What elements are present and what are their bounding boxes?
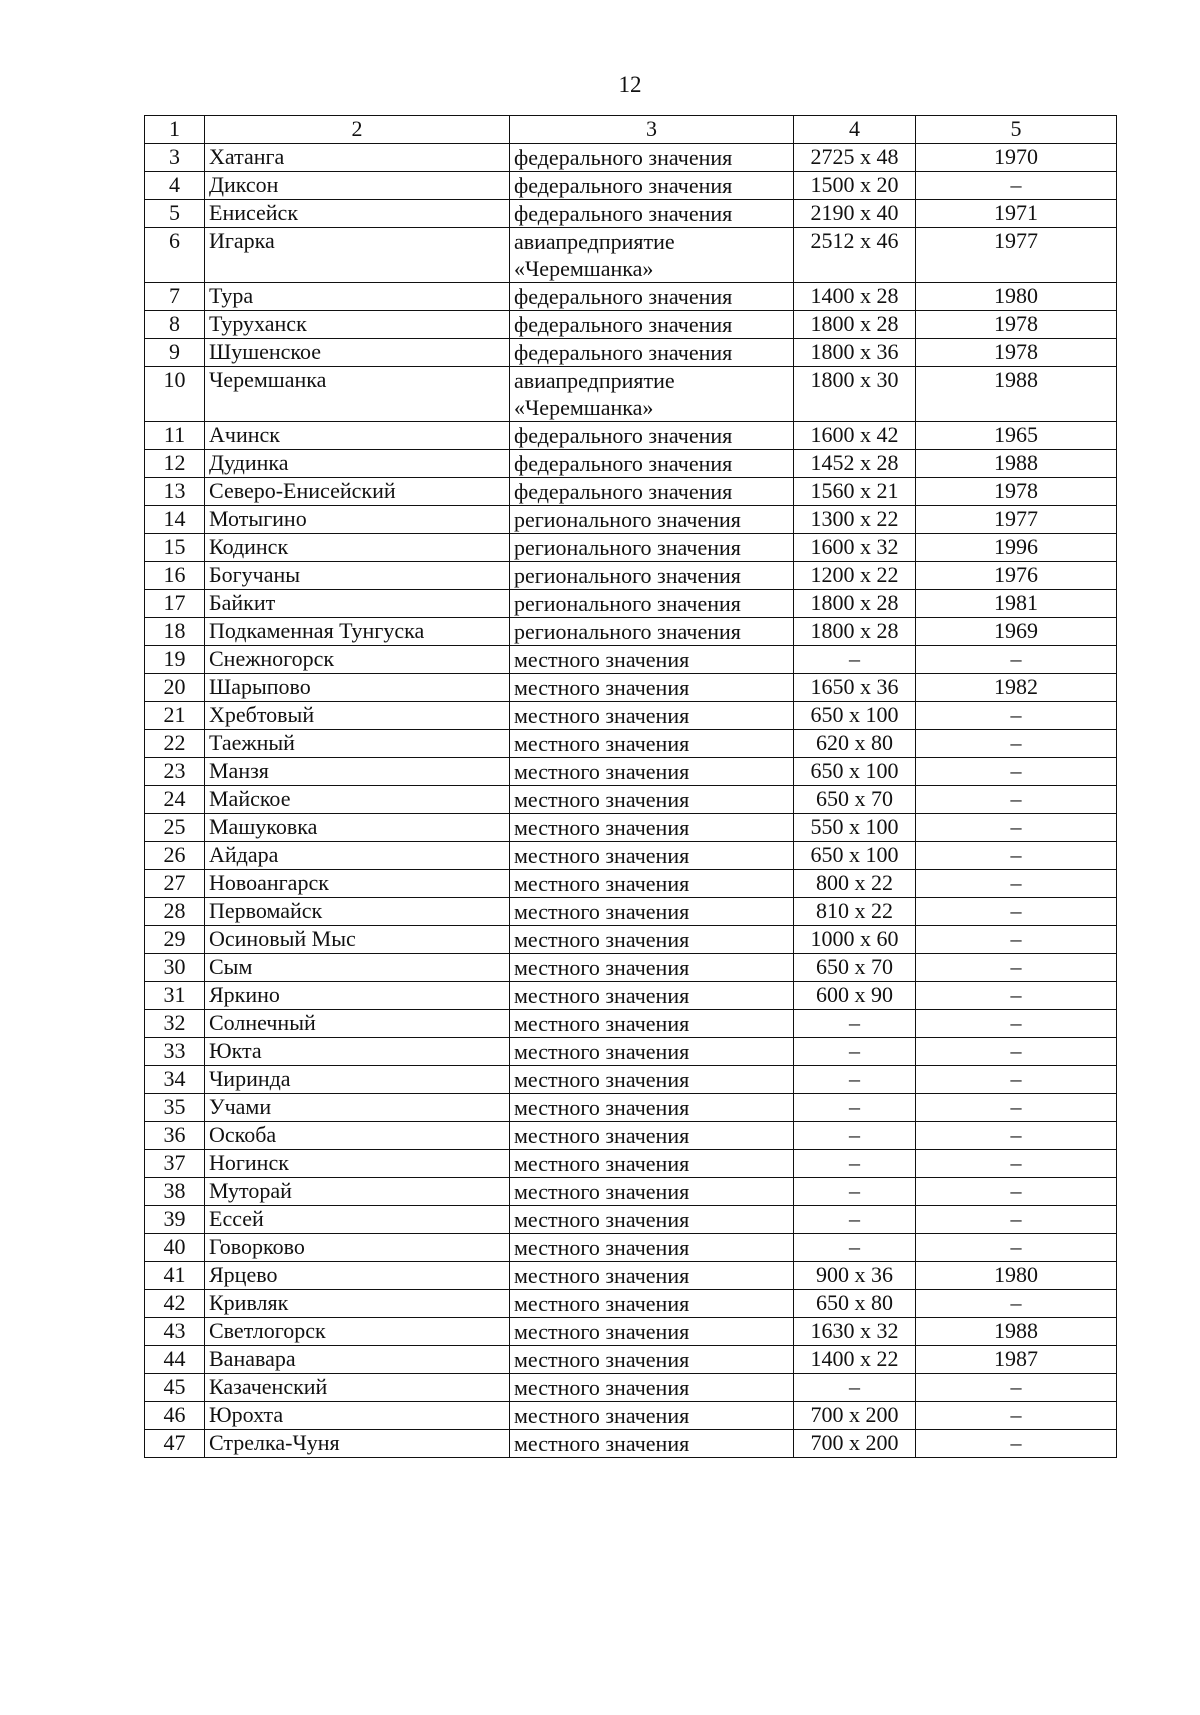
airfield-class-cell: местного значения [510, 814, 794, 842]
year-cell: 1988 [916, 367, 1117, 422]
table-row [145, 1206, 1117, 1234]
year-cell: 1978 [916, 339, 1117, 367]
airfield-class-cell: местного значения [510, 1234, 794, 1262]
row-number-cell: 20 [145, 674, 205, 702]
airfield-class-cell: местного значения [510, 1150, 794, 1178]
row-number-cell: 47 [145, 1430, 205, 1458]
table-row [145, 842, 1117, 870]
runway-size-cell: 650 x 100 [794, 702, 916, 730]
settlement-name-cell: Хребтовый [205, 702, 510, 730]
table-row [145, 367, 1117, 422]
airfield-class-cell: местного значения [510, 1262, 794, 1290]
airfield-class-cell: федерального значения [510, 283, 794, 311]
airfield-class-cell: местного значения [510, 870, 794, 898]
year-cell: – [916, 646, 1117, 674]
settlement-name-cell: Туруханск [205, 311, 510, 339]
table-row [145, 1318, 1117, 1346]
airfield-class-cell: местного значения [510, 786, 794, 814]
row-number-cell: 7 [145, 283, 205, 311]
row-number-cell: 45 [145, 1374, 205, 1402]
row-number-cell: 3 [145, 144, 205, 172]
table-row [145, 1066, 1117, 1094]
year-cell: – [916, 786, 1117, 814]
settlement-name-cell: Айдара [205, 842, 510, 870]
settlement-name-cell: Северо-Енисейский [205, 478, 510, 506]
runway-size-cell: – [794, 1206, 916, 1234]
table-row [145, 172, 1117, 200]
settlement-name-cell: Чиринда [205, 1066, 510, 1094]
runway-size-cell: – [794, 1066, 916, 1094]
settlement-name-cell: Муторай [205, 1178, 510, 1206]
row-number-cell: 15 [145, 534, 205, 562]
runway-size-cell: 1400 x 28 [794, 283, 916, 311]
airfield-class-cell: местного значения [510, 842, 794, 870]
runway-size-cell: – [794, 646, 916, 674]
table-row [145, 590, 1117, 618]
row-number-cell: 27 [145, 870, 205, 898]
year-cell: – [916, 982, 1117, 1010]
row-number-cell: 19 [145, 646, 205, 674]
airfield-class-cell: местного значения [510, 1094, 794, 1122]
year-cell: 1970 [916, 144, 1117, 172]
row-number-cell: 12 [145, 450, 205, 478]
table-row [145, 1178, 1117, 1206]
settlement-name-cell: Новоангарск [205, 870, 510, 898]
row-number-cell: 4 [145, 172, 205, 200]
year-cell: – [916, 870, 1117, 898]
table-row [145, 646, 1117, 674]
airfield-class-cell: регионального значения [510, 562, 794, 590]
table-row [145, 1234, 1117, 1262]
settlement-name-cell: Енисейск [205, 200, 510, 228]
year-cell: – [916, 758, 1117, 786]
table-row [145, 1038, 1117, 1066]
table-row [145, 870, 1117, 898]
runway-size-cell: 1560 x 21 [794, 478, 916, 506]
year-cell: – [916, 954, 1117, 982]
year-cell: – [916, 1430, 1117, 1458]
settlement-name-cell: Тура [205, 283, 510, 311]
table-row [145, 450, 1117, 478]
row-number-cell: 5 [145, 200, 205, 228]
row-number-cell: 13 [145, 478, 205, 506]
year-cell: – [916, 1178, 1117, 1206]
table-header-row [145, 116, 1117, 144]
runway-size-cell: 700 x 200 [794, 1430, 916, 1458]
year-cell: 1980 [916, 1262, 1117, 1290]
table-row [145, 228, 1117, 283]
settlement-name-cell: Ногинск [205, 1150, 510, 1178]
runway-size-cell: – [794, 1010, 916, 1038]
year-cell: – [916, 1010, 1117, 1038]
airfield-class-cell: федерального значения [510, 172, 794, 200]
airfield-class-cell: местного значения [510, 1430, 794, 1458]
settlement-name-cell: Первомайск [205, 898, 510, 926]
row-number-cell: 18 [145, 618, 205, 646]
year-cell: – [916, 898, 1117, 926]
header-cell-3: 3 [510, 116, 794, 144]
row-number-cell: 23 [145, 758, 205, 786]
settlement-name-cell: Кодинск [205, 534, 510, 562]
runway-size-cell: 2725 x 48 [794, 144, 916, 172]
row-number-cell: 25 [145, 814, 205, 842]
settlement-name-cell: Машуковка [205, 814, 510, 842]
year-cell: – [916, 1066, 1117, 1094]
runway-size-cell: 900 x 36 [794, 1262, 916, 1290]
airfield-class-cell: местного значения [510, 646, 794, 674]
row-number-cell: 16 [145, 562, 205, 590]
runway-size-cell: 1600 x 32 [794, 534, 916, 562]
runway-size-cell: – [794, 1038, 916, 1066]
row-number-cell: 17 [145, 590, 205, 618]
row-number-cell: 28 [145, 898, 205, 926]
table-row [145, 1402, 1117, 1430]
runway-size-cell: 800 x 22 [794, 870, 916, 898]
year-cell: 1977 [916, 506, 1117, 534]
table-row [145, 898, 1117, 926]
airfield-class-cell: местного значения [510, 982, 794, 1010]
airfield-class-cell: регионального значения [510, 618, 794, 646]
year-cell: – [916, 1150, 1117, 1178]
settlement-name-cell: Мотыгино [205, 506, 510, 534]
settlement-name-cell: Казаченский [205, 1374, 510, 1402]
runway-size-cell: – [794, 1150, 916, 1178]
settlement-name-cell: Оскоба [205, 1122, 510, 1150]
table-row [145, 339, 1117, 367]
airfield-class-cell: местного значения [510, 1010, 794, 1038]
year-cell: 1988 [916, 450, 1117, 478]
runway-size-cell: 1650 x 36 [794, 674, 916, 702]
settlement-name-cell: Шарыпово [205, 674, 510, 702]
row-number-cell: 29 [145, 926, 205, 954]
row-number-cell: 9 [145, 339, 205, 367]
table-row [145, 814, 1117, 842]
settlement-name-cell: Юкта [205, 1038, 510, 1066]
row-number-cell: 38 [145, 1178, 205, 1206]
row-number-cell: 35 [145, 1094, 205, 1122]
row-number-cell: 26 [145, 842, 205, 870]
year-cell: 1980 [916, 283, 1117, 311]
airfield-class-cell: местного значения [510, 702, 794, 730]
airfield-class-cell: федерального значения [510, 422, 794, 450]
table-row [145, 1262, 1117, 1290]
table-row [145, 311, 1117, 339]
airfield-class-cell: федерального значения [510, 200, 794, 228]
settlement-name-cell: Ярцево [205, 1262, 510, 1290]
year-cell: 1996 [916, 534, 1117, 562]
year-cell: – [916, 702, 1117, 730]
row-number-cell: 46 [145, 1402, 205, 1430]
settlement-name-cell: Яркино [205, 982, 510, 1010]
year-cell: – [916, 926, 1117, 954]
table-row [145, 534, 1117, 562]
row-number-cell: 21 [145, 702, 205, 730]
year-cell: 1976 [916, 562, 1117, 590]
header-cell-4: 4 [794, 116, 916, 144]
settlement-name-cell: Хатанга [205, 144, 510, 172]
row-number-cell: 14 [145, 506, 205, 534]
row-number-cell: 30 [145, 954, 205, 982]
year-cell: – [916, 730, 1117, 758]
runway-size-cell: 1800 x 30 [794, 367, 916, 422]
runway-size-cell: 1000 x 60 [794, 926, 916, 954]
airfield-class-cell: местного значения [510, 674, 794, 702]
airfield-table-container [144, 115, 1117, 1458]
settlement-name-cell: Таежный [205, 730, 510, 758]
settlement-name-cell: Диксон [205, 172, 510, 200]
year-cell: – [916, 1402, 1117, 1430]
header-cell-1: 1 [145, 116, 205, 144]
airfield-class-cell: федерального значения [510, 478, 794, 506]
table-row [145, 954, 1117, 982]
table-row [145, 1150, 1117, 1178]
year-cell: 1978 [916, 311, 1117, 339]
runway-size-cell: 810 x 22 [794, 898, 916, 926]
settlement-name-cell: Манзя [205, 758, 510, 786]
airfield-class-cell: местного значения [510, 1318, 794, 1346]
settlement-name-cell: Байкит [205, 590, 510, 618]
table-row [145, 618, 1117, 646]
airfield-class-cell: местного значения [510, 1374, 794, 1402]
airfield-class-cell: местного значения [510, 1346, 794, 1374]
row-number-cell: 39 [145, 1206, 205, 1234]
table-row [145, 478, 1117, 506]
runway-size-cell: 1800 x 28 [794, 618, 916, 646]
runway-size-cell: 1452 x 28 [794, 450, 916, 478]
runway-size-cell: – [794, 1234, 916, 1262]
year-cell: – [916, 1234, 1117, 1262]
table-row [145, 144, 1117, 172]
runway-size-cell: 700 x 200 [794, 1402, 916, 1430]
table-row [145, 926, 1117, 954]
runway-size-cell: 1200 x 22 [794, 562, 916, 590]
airfield-class-cell: местного значения [510, 1178, 794, 1206]
table-row [145, 1122, 1117, 1150]
airfield-class-cell: местного значения [510, 1066, 794, 1094]
runway-size-cell: 2512 x 46 [794, 228, 916, 283]
header-cell-5: 5 [916, 116, 1117, 144]
runway-size-cell: – [794, 1122, 916, 1150]
runway-size-cell: 1800 x 36 [794, 339, 916, 367]
year-cell: 1988 [916, 1318, 1117, 1346]
table-row [145, 200, 1117, 228]
runway-size-cell: 550 x 100 [794, 814, 916, 842]
airfield-class-cell: регионального значения [510, 590, 794, 618]
year-cell: 1969 [916, 618, 1117, 646]
year-cell: 1982 [916, 674, 1117, 702]
runway-size-cell: 650 x 100 [794, 758, 916, 786]
runway-size-cell: 650 x 80 [794, 1290, 916, 1318]
row-number-cell: 33 [145, 1038, 205, 1066]
table-row [145, 1374, 1117, 1402]
settlement-name-cell: Игарка [205, 228, 510, 283]
airfield-class-cell: федерального значения [510, 311, 794, 339]
header-cell-2: 2 [205, 116, 510, 144]
settlement-name-cell: Сым [205, 954, 510, 982]
year-cell: – [916, 1374, 1117, 1402]
row-number-cell: 40 [145, 1234, 205, 1262]
settlement-name-cell: Ачинск [205, 422, 510, 450]
settlement-name-cell: Кривляк [205, 1290, 510, 1318]
row-number-cell: 36 [145, 1122, 205, 1150]
settlement-name-cell: Снежногорск [205, 646, 510, 674]
runway-size-cell: 2190 x 40 [794, 200, 916, 228]
year-cell: – [916, 1094, 1117, 1122]
settlement-name-cell: Юрохта [205, 1402, 510, 1430]
runway-size-cell: 600 x 90 [794, 982, 916, 1010]
airfield-class-cell: авиапредприятие «Черемшанка» [510, 228, 794, 283]
year-cell: 1971 [916, 200, 1117, 228]
settlement-name-cell: Ессей [205, 1206, 510, 1234]
row-number-cell: 44 [145, 1346, 205, 1374]
runway-size-cell: 1300 x 22 [794, 506, 916, 534]
runway-size-cell: 650 x 100 [794, 842, 916, 870]
airfield-class-cell: местного значения [510, 1402, 794, 1430]
row-number-cell: 42 [145, 1290, 205, 1318]
table-row [145, 1430, 1117, 1458]
runway-size-cell: 1630 x 32 [794, 1318, 916, 1346]
year-cell: 1978 [916, 478, 1117, 506]
settlement-name-cell: Стрелка-Чуня [205, 1430, 510, 1458]
settlement-name-cell: Светлогорск [205, 1318, 510, 1346]
table-row [145, 422, 1117, 450]
year-cell: – [916, 842, 1117, 870]
settlement-name-cell: Учами [205, 1094, 510, 1122]
airfield-class-cell: местного значения [510, 1122, 794, 1150]
table-row [145, 562, 1117, 590]
year-cell: 1987 [916, 1346, 1117, 1374]
runway-size-cell: 1500 x 20 [794, 172, 916, 200]
airfield-class-cell: местного значения [510, 730, 794, 758]
airfield-class-cell: местного значения [510, 1038, 794, 1066]
settlement-name-cell: Черемшанка [205, 367, 510, 422]
row-number-cell: 34 [145, 1066, 205, 1094]
runway-size-cell: – [794, 1178, 916, 1206]
settlement-name-cell: Дудинка [205, 450, 510, 478]
airfield-class-cell: регионального значения [510, 506, 794, 534]
year-cell: – [916, 1206, 1117, 1234]
row-number-cell: 31 [145, 982, 205, 1010]
row-number-cell: 32 [145, 1010, 205, 1038]
runway-size-cell: 650 x 70 [794, 954, 916, 982]
settlement-name-cell: Богучаны [205, 562, 510, 590]
table-row [145, 1346, 1117, 1374]
airfield-class-cell: федерального значения [510, 144, 794, 172]
row-number-cell: 41 [145, 1262, 205, 1290]
runway-size-cell: 1800 x 28 [794, 590, 916, 618]
table-row [145, 1290, 1117, 1318]
settlement-name-cell: Шушенское [205, 339, 510, 367]
table-row [145, 1010, 1117, 1038]
airfield-class-cell: федерального значения [510, 450, 794, 478]
table-row [145, 730, 1117, 758]
table-row [145, 982, 1117, 1010]
airfield-class-cell: федерального значения [510, 339, 794, 367]
runway-size-cell: 1600 x 42 [794, 422, 916, 450]
row-number-cell: 37 [145, 1150, 205, 1178]
table-row [145, 674, 1117, 702]
settlement-name-cell: Ванавара [205, 1346, 510, 1374]
table-row [145, 786, 1117, 814]
year-cell: 1965 [916, 422, 1117, 450]
airfield-class-cell: местного значения [510, 954, 794, 982]
settlement-name-cell: Говорково [205, 1234, 510, 1262]
runway-size-cell: 1400 x 22 [794, 1346, 916, 1374]
runway-size-cell: 620 x 80 [794, 730, 916, 758]
airfield-class-cell: местного значения [510, 926, 794, 954]
row-number-cell: 22 [145, 730, 205, 758]
airfield-class-cell: местного значения [510, 758, 794, 786]
runway-size-cell: 1800 x 28 [794, 311, 916, 339]
table-row [145, 506, 1117, 534]
row-number-cell: 11 [145, 422, 205, 450]
table-row [145, 758, 1117, 786]
row-number-cell: 10 [145, 367, 205, 422]
year-cell: – [916, 172, 1117, 200]
airfield-class-cell: регионального значения [510, 534, 794, 562]
airfield-class-cell: местного значения [510, 898, 794, 926]
year-cell: – [916, 1290, 1117, 1318]
runway-size-cell: 650 x 70 [794, 786, 916, 814]
year-cell: 1981 [916, 590, 1117, 618]
row-number-cell: 6 [145, 228, 205, 283]
runway-size-cell: – [794, 1094, 916, 1122]
settlement-name-cell: Солнечный [205, 1010, 510, 1038]
year-cell: – [916, 1122, 1117, 1150]
year-cell: 1977 [916, 228, 1117, 283]
settlement-name-cell: Майское [205, 786, 510, 814]
year-cell: – [916, 814, 1117, 842]
settlement-name-cell: Подкаменная Тунгуска [205, 618, 510, 646]
row-number-cell: 8 [145, 311, 205, 339]
table-row [145, 702, 1117, 730]
runway-size-cell: – [794, 1374, 916, 1402]
airfield-class-cell: местного значения [510, 1206, 794, 1234]
airfield-table [144, 115, 1117, 1458]
table-row [145, 1094, 1117, 1122]
year-cell: – [916, 1038, 1117, 1066]
table-row [145, 283, 1117, 311]
row-number-cell: 24 [145, 786, 205, 814]
row-number-cell: 43 [145, 1318, 205, 1346]
settlement-name-cell: Осиновый Мыс [205, 926, 510, 954]
airfield-class-cell: авиапредприятие «Черемшанка» [510, 367, 794, 422]
airfield-class-cell: местного значения [510, 1290, 794, 1318]
page-number: 12 [618, 72, 642, 97]
